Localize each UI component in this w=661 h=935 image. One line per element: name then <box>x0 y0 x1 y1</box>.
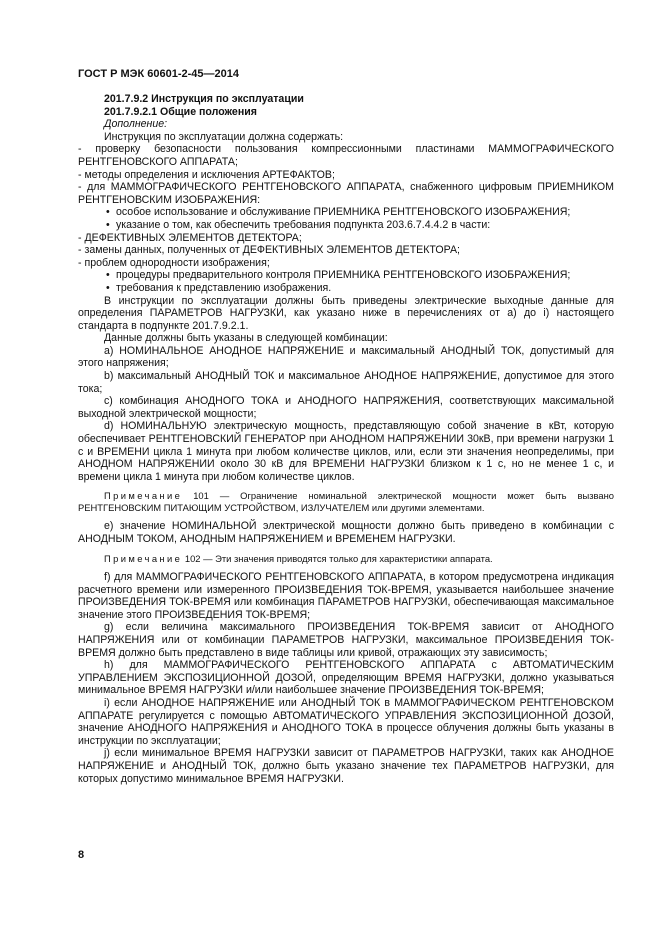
enum-item-i: i) если АНОДНОЕ НАПРЯЖЕНИЕ или АНОДНЫЙ ТОК в МАММОГРАФИЧЕСКОМ РЕНТГЕНОВСКОМ АППАРАТЕ регулируется с помощью АВТОМАТИЧЕСКОГО УПРАВЛЕНИЯ ЭКСПОЗИЦИОННОЙ ДОЗОЙ, значение АНОДНОГО НАПРЯЖЕНИЯ и АНОДНОГО ТОКА в процессе облучения должны быть указаны в инструкции по эксплуатации; <box>78 697 614 747</box>
note-101 <box>78 490 614 513</box>
bullet-icon: • <box>106 281 110 294</box>
enum-item-g: g) если величина максимального ПРОИЗВЕДЕНИЯ ТОК-ВРЕМЯ зависит от АНОДНОГО НАПРЯЖЕНИЯ или от комбинации ПАРАМЕТРОВ НАГРУЗКИ, максимальное ПРОИЗВЕДЕНИЯ ТОК-ВРЕМЯ должно быть представлено в виде таблицы или кривой, отражающих эту зависимость; <box>78 621 614 659</box>
list-item: - методы определения и исключения АРТЕФАКТОВ; <box>78 168 335 181</box>
note-number: 101 <box>193 490 209 502</box>
intro-paragraph: Инструкция по эксплуатации должна содержать: <box>104 130 344 143</box>
note-label: Примечание <box>104 490 183 502</box>
bullet-item: • особое использование и обслуживание ПРИЕМНИКА РЕНТГЕНОВСКОГО ИЗОБРАЖЕНИЯ; <box>106 206 571 219</box>
bullet-icon: • <box>106 206 110 219</box>
bullet-list <box>78 206 614 231</box>
page-content <box>78 93 614 785</box>
note-text: — Эти значения приводятся только для характеристики аппарата. <box>203 552 493 564</box>
section-heading: 201.7.9.2 Инструкция по эксплуатации <box>104 93 304 105</box>
enum-item-d: d) НОМИНАЛЬНУЮ электрическую мощность, представляющую собой значение в кВт, которую обеспечивает РЕНТГЕНОВСКИЙ ГЕНЕРАТОР при АНОДНОМ НАПРЯЖЕНИИ 30кВ, при времени нагрузки 1 с и ВРЕМЕНИ цикла 1 минута при любом количестве циклов, или, если эти значения неопределимы, при АНОДНОМ НАПРЯЖЕНИИ около 30 кВ для ВРЕМЕНИ НАГРУЗКИ близком к 1 с, но не менее 1 с, и времени цикла 1 минута при любом количестве циклов. <box>78 420 614 483</box>
note-number: 102 <box>184 552 201 564</box>
note-102 <box>78 553 614 565</box>
enum-item-a: а) НОМИНАЛЬНОЕ АНОДНОЕ НАПРЯЖЕНИЕ и максимальный АНОДНЫЙ ТОК, допустимый для этого напряжения; <box>78 344 614 370</box>
enum-item-j: j) если минимальное ВРЕМЯ НАГРУЗКИ зависит от ПАРАМЕТРОВ НАГРУЗКИ, таких как АНОДНОЕ НАПРЯЖЕНИЕ и АНОДНЫЙ ТОК, должно быть указано значение тех ПАРАМЕТРОВ НАГРУЗКИ, для которых допустимо минимальное ВРЕМЯ НАГРУЗКИ. <box>78 747 614 785</box>
enum-item-e: е) значение НОМИНАЛЬНОЙ электрической мощности должно быть приведено в комбинации с АНОДНЫМ ТОКОМ, АНОДНЫМ НАПРЯЖЕНИЕМ и ВРЕМЕНЕМ НАГРУЗКИ. <box>78 520 614 545</box>
enum-item-b: b) максимальный АНОДНЫЙ ТОК и максимальное АНОДНОЕ НАПРЯЖЕНИЕ, допустимое для этого тока; <box>78 370 614 395</box>
enum-item-c: с) комбинация АНОДНОГО ТОКА и АНОДНОГО НАПРЯЖЕНИЯ, соответствующих максимальной выходной электрической мощности; <box>78 395 614 420</box>
paragraph: Данные должны быть указаны в следующей комбинации: <box>104 332 388 345</box>
bullet-item: • указание о том, как обеспечить требования подпункта 203.6.7.4.4.2 в части: <box>106 218 491 231</box>
subsection-heading: 201.7.9.2.1 Общие положения <box>104 105 257 118</box>
list-item: - проверку безопасности пользования компрессионными пластинами МАММОГРАФИЧЕСКОГО РЕНТГЕНОВСКОГО АППАРАТА; <box>78 143 614 168</box>
enum-item-f: f) для МАММОГРАФИЧЕСКОГО РЕНТГЕНОВСКОГО АППАРАТА, в котором предусмотрена индикация расчетного времени или измеренного ПРОИЗВЕДЕНИЯ ТОК-ВРЕМЯ, указывается наибольшее значение ПРОИЗВЕДЕНИЯ ТОК-ВРЕМЯ или комбинация ПАРАМЕТРОВ НАГРУЗКИ, обеспечивающая максимальное значение этого ПРОИЗВЕДЕНИЯ ТОК-ВРЕМЯ; <box>78 571 614 621</box>
addition-label: Дополнение: <box>104 118 168 131</box>
list-item: - ДЕФЕКТИВНЫХ ЭЛЕМЕНТОВ ДЕТЕКТОРА; <box>78 231 302 244</box>
standard-header: ГОСТ Р МЭК 60601-2-45—2014 <box>78 68 239 80</box>
bullet-list <box>78 269 614 294</box>
page-number: 8 <box>78 849 85 861</box>
list-item: - проблем однородности изображения; <box>78 256 270 269</box>
note-label: Примечание <box>104 552 183 564</box>
list-item: - замены данных, полученных от ДЕФЕКТИВНЫХ ЭЛЕМЕНТОВ ДЕТЕКТОРА; <box>78 244 461 257</box>
enum-item-h: h) для МАММОГРАФИЧЕСКОГО РЕНТГЕНОВСКОГО АППАРАТА с АВТОМАТИЧЕСКИМ УПРАВЛЕНИЕМ ЭКСПОЗИЦИОННОЙ ДОЗОЙ, определяющим ВРЕМЯ НАГРУЗКИ, должно указываться минимальное ВРЕМЯ НАГРУЗКИ и/или наибольшее значение ПРОИЗВЕДЕНИЯ ТОК-ВРЕМЯ; <box>78 659 614 697</box>
note-text: — Ограничение номинальной электрической мощности может быть вызвано РЕНТГЕНОВСКИМ ПИТАЮЩИМ УСТРОЙСТВОМ, ИЗЛУЧАТЕЛЕМ или другими элементами. <box>78 490 615 513</box>
list-item: - для МАММОГРАФИЧЕСКОГО РЕНТГЕНОВСКОГО АППАРАТА, снабженного цифровым ПРИЕМНИКОМ РЕНТГЕНОВСКИМ ИЗОБРАЖЕНИЯ: <box>78 181 614 206</box>
bullet-icon: • <box>106 218 110 231</box>
bullet-icon: • <box>106 269 110 282</box>
paragraph: В инструкции по эксплуатации должны быть приведены электрические выходные данные для определения ПАРАМЕТРОВ НАГРУЗКИ, как указано ниже в перечислениях от а) до i) настоящего стандарта в подпункте 201.7.9.2.1. <box>78 294 614 332</box>
bullet-item: • процедуры предварительного контроля ПРИЕМНИКА РЕНТГЕНОВСКОГО ИЗОБРАЖЕНИЯ; <box>106 269 571 282</box>
bullet-item: • требования к представлению изображения. <box>106 281 332 294</box>
